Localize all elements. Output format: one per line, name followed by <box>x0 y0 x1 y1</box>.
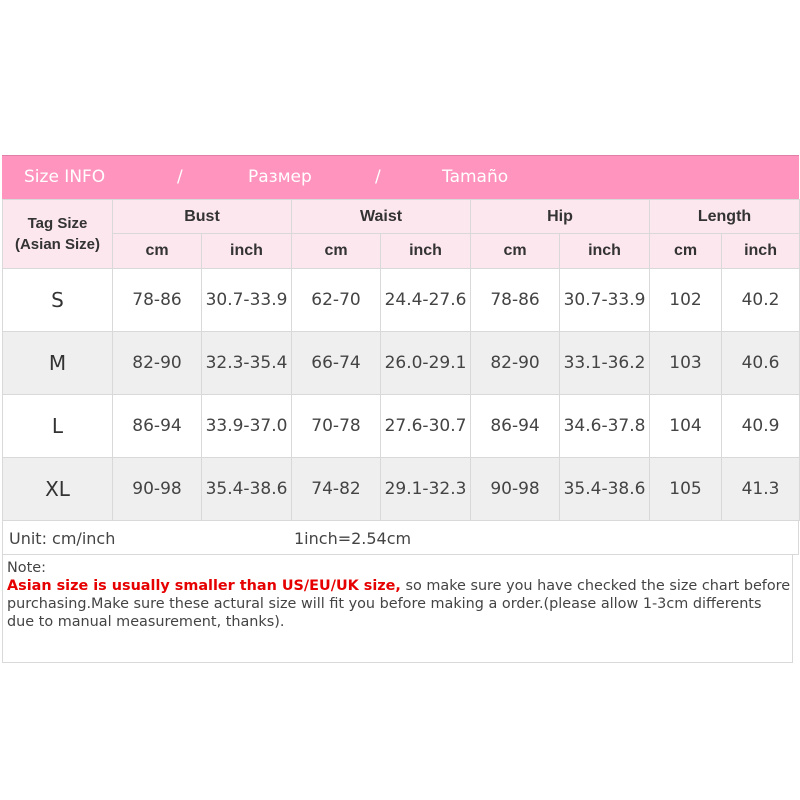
value-cell: 82-90 <box>471 332 560 395</box>
value-cell: 35.4-38.6 <box>202 458 292 521</box>
value-cell: 27.6-30.7 <box>381 395 471 458</box>
value-cell: 78-86 <box>113 269 202 332</box>
value-cell: 86-94 <box>471 395 560 458</box>
value-cell: 33.9-37.0 <box>202 395 292 458</box>
size-chart <box>2 155 799 663</box>
value-cell: 103 <box>650 332 722 395</box>
unit-header: inch <box>202 234 292 269</box>
waist-header: Waist <box>292 200 471 234</box>
value-cell: 90-98 <box>113 458 202 521</box>
size-cell: S <box>3 269 113 332</box>
banner-russian: Размер <box>248 167 312 187</box>
value-cell: 104 <box>650 395 722 458</box>
banner-separator: / <box>375 167 381 187</box>
note-body <box>7 577 792 631</box>
value-cell: 62-70 <box>292 269 381 332</box>
value-cell: 40.6 <box>722 332 800 395</box>
value-cell: 33.1-36.2 <box>560 332 650 395</box>
value-cell: 90-98 <box>471 458 560 521</box>
value-cell: 105 <box>650 458 722 521</box>
tag-size-label: Tag Size <box>27 215 88 232</box>
note-box <box>2 555 793 663</box>
unit-header: cm <box>650 234 722 269</box>
value-cell: 30.7-33.9 <box>560 269 650 332</box>
value-cell: 66-74 <box>292 332 381 395</box>
unit-header: inch <box>722 234 800 269</box>
size-info-banner <box>2 155 799 199</box>
table-row <box>3 458 800 521</box>
value-cell: 40.9 <box>722 395 800 458</box>
asian-size-label: (Asian Size) <box>14 236 101 253</box>
size-cell: XL <box>3 458 113 521</box>
banner-separator: / <box>177 167 183 187</box>
unit-row <box>2 521 799 555</box>
length-header: Length <box>650 200 800 234</box>
value-cell: 102 <box>650 269 722 332</box>
value-cell: 78-86 <box>471 269 560 332</box>
unit-header: cm <box>292 234 381 269</box>
value-cell: 82-90 <box>113 332 202 395</box>
unit-header: inch <box>560 234 650 269</box>
value-cell: 34.6-37.8 <box>560 395 650 458</box>
size-cell: M <box>3 332 113 395</box>
banner-spanish: Tamaño <box>442 167 509 187</box>
unit-label: Unit: cm/inch <box>9 529 116 548</box>
value-cell: 30.7-33.9 <box>202 269 292 332</box>
value-cell: 41.3 <box>722 458 800 521</box>
size-table <box>2 199 800 521</box>
note-label: Note: <box>7 560 46 576</box>
value-cell: 70-78 <box>292 395 381 458</box>
bust-header: Bust <box>113 200 292 234</box>
value-cell: 24.4-27.6 <box>381 269 471 332</box>
table-row <box>3 395 800 458</box>
unit-header: cm <box>113 234 202 269</box>
table-row <box>3 269 800 332</box>
unit-header: inch <box>381 234 471 269</box>
value-cell: 26.0-29.1 <box>381 332 471 395</box>
size-cell: L <box>3 395 113 458</box>
value-cell: 86-94 <box>113 395 202 458</box>
table-row <box>3 332 800 395</box>
value-cell: 74-82 <box>292 458 381 521</box>
value-cell: 29.1-32.3 <box>381 458 471 521</box>
note-warning: Asian size is usually smaller than US/EU/UK size, <box>7 578 401 594</box>
tag-size-header <box>3 200 113 269</box>
conversion-label: 1inch=2.54cm <box>294 529 412 548</box>
hip-header: Hip <box>471 200 650 234</box>
banner-size-info: Size INFO <box>24 167 106 187</box>
value-cell: 35.4-38.6 <box>560 458 650 521</box>
value-cell: 40.2 <box>722 269 800 332</box>
value-cell: 32.3-35.4 <box>202 332 292 395</box>
unit-header: cm <box>471 234 560 269</box>
note-text: so make sure you have checked the size chart before purchasing.Make sure these actural size will fit you before making a order.(please allow 1-3cm differents due to manual measurement, thanks). <box>7 578 791 630</box>
